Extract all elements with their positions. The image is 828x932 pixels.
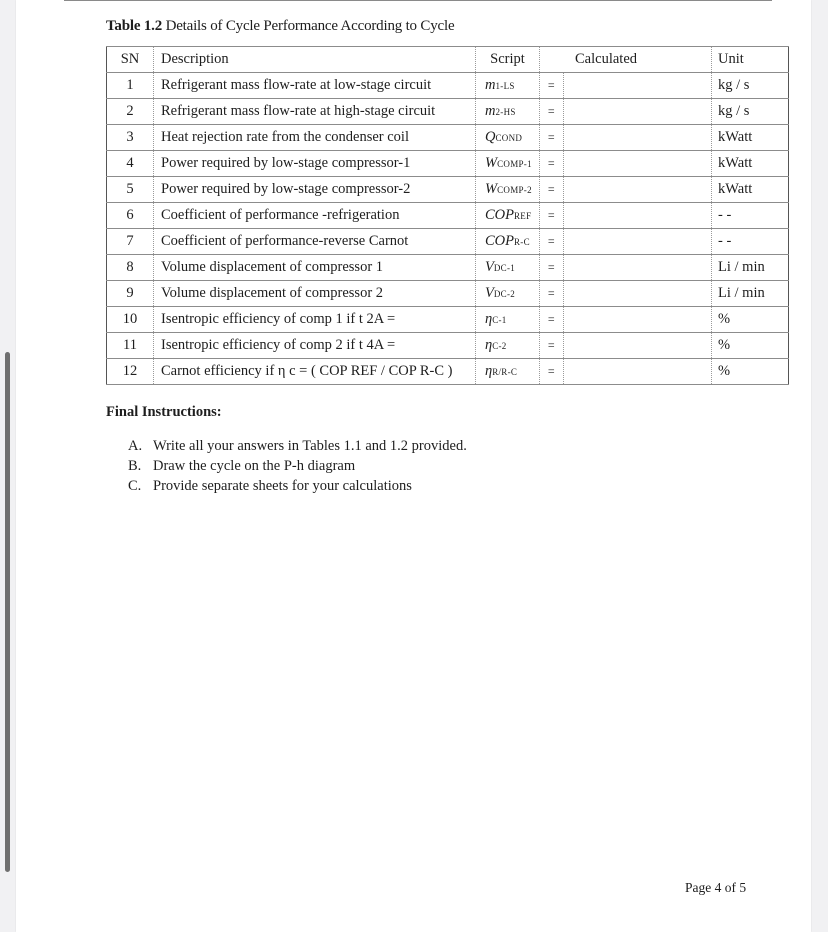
row-sn: 10	[107, 307, 154, 333]
row-calculated[interactable]	[563, 125, 712, 151]
row-equals: =	[540, 99, 564, 125]
row-sn: 5	[107, 177, 154, 203]
script-subscript: 1-LS	[495, 81, 515, 91]
table-caption	[106, 18, 454, 35]
row-script	[476, 333, 540, 359]
row-unit: kWatt	[712, 151, 789, 177]
row-sn: 1	[107, 73, 154, 99]
row-description: Power required by low-stage compressor-1	[154, 151, 476, 177]
row-unit: kWatt	[712, 125, 789, 151]
row-description: Power required by low-stage compressor-2	[154, 177, 476, 203]
table-row	[107, 255, 789, 281]
row-equals: =	[540, 307, 564, 333]
table-row	[107, 125, 789, 151]
instruction-item	[128, 437, 467, 457]
table-row	[107, 151, 789, 177]
row-equals: =	[540, 359, 564, 385]
script-symbol: Q	[485, 129, 496, 145]
row-calculated[interactable]	[563, 151, 712, 177]
script-subscript: R-C	[514, 237, 530, 247]
row-description: Isentropic efficiency of comp 1 if t 2A =	[154, 307, 476, 333]
row-equals: =	[540, 229, 564, 255]
table-row	[107, 73, 789, 99]
row-unit: kWatt	[712, 177, 789, 203]
row-unit: - -	[712, 203, 789, 229]
instructions-list	[128, 437, 467, 497]
row-script	[476, 307, 540, 333]
instruction-text: Write all your answers in Tables 1.1 and 1.2 provided.	[153, 438, 467, 454]
row-script	[476, 229, 540, 255]
row-equals: =	[540, 281, 564, 307]
row-sn: 3	[107, 125, 154, 151]
row-equals: =	[540, 151, 564, 177]
row-unit: %	[712, 333, 789, 359]
table-row	[107, 229, 789, 255]
script-subscript: COND	[495, 133, 523, 143]
header-description: Description	[154, 47, 476, 73]
script-symbol: η	[485, 337, 493, 353]
script-subscript: C-2	[492, 341, 507, 351]
row-sn: 11	[107, 333, 154, 359]
row-equals: =	[540, 177, 564, 203]
row-equals: =	[540, 203, 564, 229]
final-instructions-title: Final Instructions:	[106, 404, 222, 420]
table-row	[107, 177, 789, 203]
instruction-marker: A.	[128, 438, 143, 454]
row-unit: %	[712, 359, 789, 385]
row-equals: =	[540, 255, 564, 281]
script-subscript: COMP-1	[497, 159, 532, 169]
instruction-marker: B.	[128, 458, 142, 474]
row-equals: =	[540, 73, 564, 99]
table-caption-text: Details of Cycle Performance According to Cycle	[165, 18, 455, 34]
row-unit: - -	[712, 229, 789, 255]
script-subscript: COMP-2	[497, 185, 532, 195]
script-symbol: W	[485, 155, 498, 171]
row-script	[476, 73, 540, 99]
header-calculated: Calculated	[563, 47, 712, 73]
script-symbol: η	[485, 311, 493, 327]
script-symbol: V	[485, 285, 494, 301]
header-eq-spacer	[540, 47, 564, 73]
row-script	[476, 255, 540, 281]
row-calculated[interactable]	[563, 229, 712, 255]
scrollbar[interactable]	[5, 352, 10, 872]
script-symbol: η	[485, 363, 493, 379]
row-script	[476, 125, 540, 151]
table-row	[107, 99, 789, 125]
row-script	[476, 281, 540, 307]
table-row	[107, 203, 789, 229]
instruction-marker: C.	[128, 478, 142, 494]
row-description: Refrigerant mass flow-rate at high-stage circuit	[154, 99, 476, 125]
row-calculated[interactable]	[563, 333, 712, 359]
instruction-text: Provide separate sheets for your calculations	[153, 478, 412, 494]
script-subscript: 2-HS	[495, 107, 516, 117]
row-script	[476, 151, 540, 177]
row-calculated[interactable]	[563, 359, 712, 385]
row-sn: 4	[107, 151, 154, 177]
table-row	[107, 359, 789, 385]
row-unit: Li / min	[712, 281, 789, 307]
script-subscript: DC-2	[493, 289, 516, 299]
row-script	[476, 99, 540, 125]
script-symbol: W	[485, 181, 498, 197]
header-unit: Unit	[712, 47, 789, 73]
row-calculated[interactable]	[563, 281, 712, 307]
script-symbol: COP	[485, 233, 514, 249]
row-sn: 8	[107, 255, 154, 281]
row-unit: %	[712, 307, 789, 333]
row-description: Volume displacement of compressor 2	[154, 281, 476, 307]
row-calculated[interactable]	[563, 99, 712, 125]
header-script: Script	[476, 47, 540, 73]
page-number: Page 4 of 5	[685, 880, 747, 895]
instruction-text: Draw the cycle on the P-h diagram	[153, 458, 356, 474]
row-sn: 7	[107, 229, 154, 255]
row-unit: kg / s	[712, 73, 789, 99]
row-unit: Li / min	[712, 255, 789, 281]
row-equals: =	[540, 333, 564, 359]
row-sn: 12	[107, 359, 154, 385]
row-calculated[interactable]	[563, 177, 712, 203]
row-description: Heat rejection rate from the condenser coil	[154, 125, 476, 151]
script-symbol: m	[485, 77, 496, 93]
top-divider	[64, 0, 772, 1]
row-calculated[interactable]	[563, 203, 712, 229]
row-equals: =	[540, 125, 564, 151]
row-description: Isentropic efficiency of comp 2 if t 4A =	[154, 333, 476, 359]
instruction-item	[128, 477, 467, 497]
row-calculated[interactable]	[563, 307, 712, 333]
row-unit: kg / s	[712, 99, 789, 125]
row-description: Coefficient of performance -refrigeration	[154, 203, 476, 229]
script-subscript: DC-1	[493, 263, 516, 273]
row-script	[476, 177, 540, 203]
script-symbol: COP	[485, 207, 514, 223]
row-script	[476, 203, 540, 229]
row-description: Carnot efficiency if η c = ( COP REF / COP R-C )	[154, 359, 476, 385]
script-subscript: REF	[514, 211, 532, 221]
header-sn: SN	[107, 47, 154, 73]
table-row	[107, 307, 789, 333]
row-calculated[interactable]	[563, 255, 712, 281]
cycle-performance-table	[106, 46, 789, 385]
row-sn: 9	[107, 281, 154, 307]
row-description: Volume displacement of compressor 1	[154, 255, 476, 281]
table-row	[107, 333, 789, 359]
row-calculated[interactable]	[563, 73, 712, 99]
row-script	[476, 359, 540, 385]
script-subscript: C-1	[492, 315, 507, 325]
instruction-item	[128, 457, 467, 477]
row-description: Coefficient of performance-reverse Carnot	[154, 229, 476, 255]
script-symbol: V	[485, 259, 494, 275]
table-row	[107, 281, 789, 307]
table-header-row	[107, 47, 789, 73]
table-caption-label: Table 1.2	[106, 18, 162, 34]
script-subscript: R/R-C	[492, 367, 518, 377]
row-description: Refrigerant mass flow-rate at low-stage circuit	[154, 73, 476, 99]
script-symbol: m	[485, 103, 496, 119]
row-sn: 2	[107, 99, 154, 125]
row-sn: 6	[107, 203, 154, 229]
